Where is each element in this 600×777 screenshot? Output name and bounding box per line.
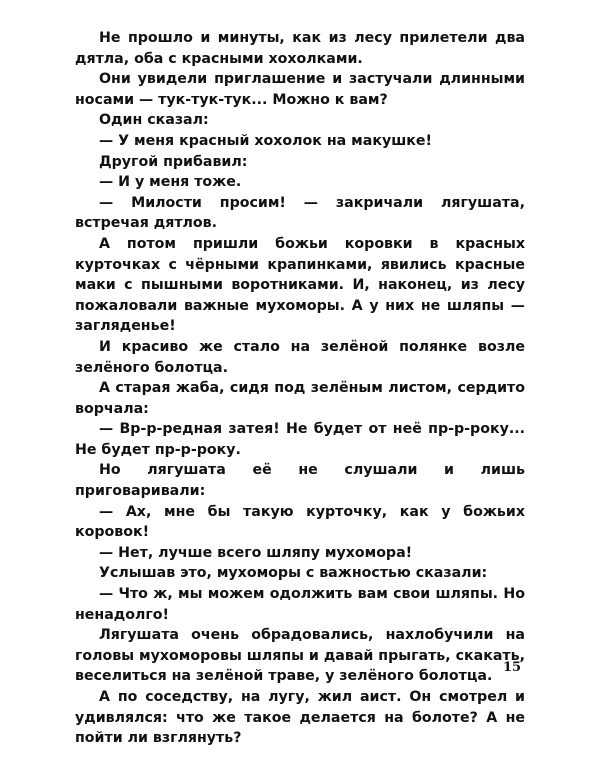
paragraph: — Вр-р-редная затея! Не будет от неё пр-р-року... Не будет пр-р-року. [75,421,525,458]
paragraph: Они увидели приглашение и застучали длинными носами — тук-тук-тук... Можно к вам? [75,71,525,108]
paragraph: А по соседству, на лугу, жил аист. Он смотрел и удивлялся: что же такое делается на болоте? А не пойти ли взглянуть? [75,689,525,747]
paragraph: — Ах, мне бы такую курточку, как у божьих коровок! [75,503,525,541]
paragraph: Не прошло и минуты, как из лесу прилетели два дятла, оба с красными хохолками. [75,30,525,67]
paragraph: Услышав это, мухоморы с важностью сказали: [99,565,488,582]
paragraph: — И у меня тоже. [99,174,242,191]
page-body [75,28,525,749]
paragraph: Другой прибавил: [99,153,248,170]
paragraph: Один сказал: [99,112,209,129]
paragraph: — Милости просим! — закричали лягушата, встречая дятлов. [75,194,525,232]
paragraph: Но лягушата её не слушали и лишь приговаривали: [75,462,525,500]
paragraph: — Нет, лучше всего шляпу мухомора! [99,544,413,561]
paragraph: А старая жаба, сидя под зелёным листом, сердито ворчала: [75,380,525,417]
page-number: 15 [503,660,522,675]
paragraph: Лягушата очень обрадовались, нахлобучили на головы мухоморовы шляпы и давай прыгать, скакать, веселиться на зелёной траве, у зелёного болотца. [75,627,525,685]
paragraph: И красиво же стало на зелёной полянке возле зелёного болотца. [75,338,525,376]
paragraph: — Что ж, мы можем одолжить вам свои шляпы. Но ненадолго! [75,586,525,623]
paragraph: — У меня красный хохолок на макушке! [99,132,433,149]
paragraph: А потом пришли божьи коровки в красных курточках с чёрными крапинками, явились красные маки с пышными воротниками. И, наконец, из лесу пожаловали важные мухоморы. А у них не шляпы — загляденье! [75,235,525,335]
